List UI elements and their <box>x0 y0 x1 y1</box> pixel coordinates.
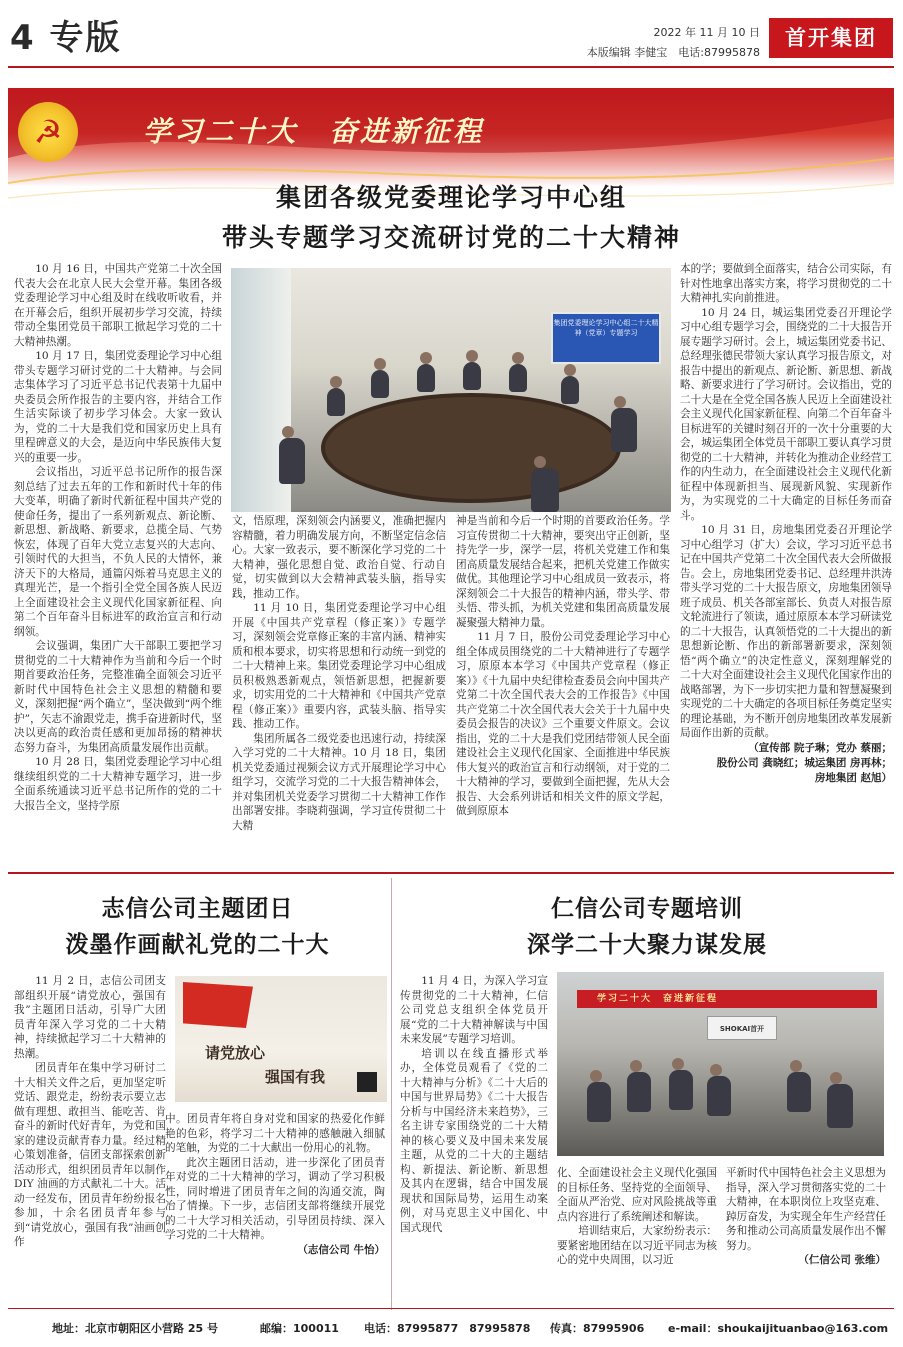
newspaper-masthead: 首开集团 <box>769 18 893 58</box>
photo-attendee <box>787 1072 811 1112</box>
lead-headline-line2: 带头专题学习交流研讨党的二十大精神 <box>221 223 681 252</box>
footer-email: e-mail：shoukaijituanbao@163.com <box>668 1322 889 1335</box>
paragraph: 10 月 16 日，中国共产党第二十次全国代表大会在北京人民大会堂开幕。集团各级党委理论学习中心组及时在线收听收看，并在开幕会后，组织开展初步学习交流，持续带动全集团党员干部职工掀起学习党的二十大精神热潮。 <box>14 263 222 348</box>
paragraph: 10 月 28 日，集团党委理论学习中心组继续组织党的二十大精神专题学习，进一步全面系统通读习近平总书记所作的党的二十大报告全文，坚持学原 <box>14 756 222 812</box>
paragraph: 10 月 17 日，集团党委理论学习中心组带头专题学习研讨党的二十大精神。与会同志集体学习了习近平总书记代表第十九届中央委员会所作报告的主要内容，并结合工作生活实际谈了初步学习体会。大家一致认为，党的二十大是我们党和国家历史上具有里程碑意义的大会，是迈向中华民族伟大复兴的重要一步。 <box>14 350 222 464</box>
zhixin-headline-line1: 志信公司主题团日 <box>101 895 294 922</box>
paragraph: 10 月 31 日，房地集团党委召开理论学习中心组学习（扩大）会议，学习习近平总书记在中国共产党第二十次全国代表大会所做报告。会上，房地集团党委书记、总经理井洪涛带头学习党的二十大报告原文，房地集团领导班子成员、机关各部室部长、负责人对报告原文轮流进行了领读，通过原原本本学习研读党的二十大报告，认真领悟党的二十大提出的新思想新论断、作出的新部署新要求，深刻领悟“两个确立”的决定性意义，深刻理解党的二十大对全面建设社会主义现代化国家作出的战略部署，为下一步切实把力量和智慧凝聚到实现党的二十大确定的各项目标任务奠定坚实的理论基础，为不断开创房地集团改革发展新局面作出新的贡献。 <box>680 524 892 739</box>
photo-attendee <box>561 376 579 404</box>
photo-projection-screen: 集团党委理论学习中心组二十大精神（党章）专题学习 <box>551 312 661 364</box>
renxin-column-3 <box>726 1166 886 1306</box>
footer-rule <box>8 1308 894 1309</box>
photo-conference-table <box>321 393 621 503</box>
paragraph: 中。团员青年将自身对党和国家的热爱化作鲜艳的色彩，将学习二十大精神的感触融入细腻的笔触，为党的二十大献出一份用心的礼物。 <box>165 1113 385 1154</box>
photo-attendee <box>531 468 559 512</box>
painting-calligraphy-2: 强国有我 <box>265 1068 326 1086</box>
paragraph: 文，悟原理，深刻领会内涵要义，准确把握内容精髓，着力明确发展方向，不断坚定信念信心。大家一致表示，要不断深化学习党的二十大精神，强化思想自觉、政治自觉、行动自觉，切实做到以大会精神武装头脑，指导实践，推动工作。 <box>232 515 446 600</box>
header-rule <box>8 66 894 68</box>
paragraph: 团员青年在集中学习研讨二十大相关文件之后，更加坚定听党话、跟党走，纷纷表示要立志做有理想、敢担当、能吃苦、肯奋斗的新时代好青年，为党和国家的建设贡献青春力量。经过精心策划准备，信团支部探索创新活动形式，组织团员青年以制作 DIY 油画的方式献礼二十大。活动一经发布，团员青年纷纷报名参加，十余名团员青年参与到“请党放心，强国有我”油画创作 <box>14 1062 166 1248</box>
banner-slogan: 学习二十大 奋进新征程 <box>143 115 485 148</box>
zhixin-painting-photo <box>175 976 387 1102</box>
zhixin-headline-line2: 泼墨作画献礼党的二十大 <box>65 931 330 958</box>
lead-column-3 <box>456 514 670 854</box>
photo-attendee <box>417 364 435 392</box>
paragraph: 11 月 10 日，集团党委理论学习中心组开展《中国共产党章程（修正案）》专题学习，深刻领会党章修正案的丰富内涵、精神实质和根本要求，切实将思想和行动统一到党的二十大精神上来。集团党委理论学习中心组成员积极熟悉新观点，领悟新思想，把握新要求，切实用党的二十大精神和《中国共产党章程（修正案）》重要内容，武装头脑、指导实践、推动工作。 <box>232 602 446 730</box>
paragraph: 培训以在线直播形式举办，全体党员观看了《党的二十大精神与分析》《二十大后的中国与世界局势》《二十大报告分析与中国经济未来趋势》，三名主讲专家围绕党的二十大精神的核心要义及中国未来发展主题，从党的二十大的主题结构、新提法、新论断、新思想及其内在逻辑，结合中国发展现状和国际局势，运用生动案例，对马克思主义中国化、中国式现代 <box>400 1047 548 1234</box>
editor-info: 本版编辑 李健宝 电话:87995878 <box>586 46 760 59</box>
renxin-column-1 <box>400 974 548 1306</box>
lead-credit-line1: （宣传部 院子琳；党办 蔡丽； <box>748 741 892 754</box>
photo-attendee <box>627 1072 651 1112</box>
painting-seal-icon <box>357 1072 377 1092</box>
renxin-credit: （仁信公司 张维） <box>798 1254 886 1266</box>
zhixin-column-2 <box>165 1112 385 1292</box>
photo-attendee <box>669 1070 693 1110</box>
column-divider <box>391 878 392 1310</box>
paragraph: 11 月 2 日，志信公司团支部组织开展“请党放心，强国有我”主题团日活动，引导广大团员青年深入学习党的二十大精神，持续掀起学习二十大精神的热潮。 <box>14 975 166 1060</box>
section-divider <box>8 872 894 874</box>
party-emblem-icon: ☭ <box>18 102 78 162</box>
lead-column-2 <box>232 514 446 854</box>
paragraph: 10 月 24 日，城运集团党委召开理论学习中心组专题学习会，围绕党的二十大报告开展专题学习研讨。会上，城运集团党委书记、总经理张德民带领大家认真学习报告原文，对报告中提出的新观点、新论断、新思想、新战略、新要求进行了学习研讨。会议指出，党的二十大是在全党全国各族人民迈上全面建设社会主义现代化国家新征程、向第二个百年奋斗目标进军的关键时刻召开的一次十分重要的大会，城运集团全体党员干部职工要认真学习贯彻党的二十大精神，并转化为推动企业经营工作的内生动力，在全面建设社会主义现代化新征程中体现新担当、展现新风貌、实现新作为，为实现党的二十大确定的目标任务而奋斗。 <box>680 306 892 522</box>
photo-attendee <box>707 1076 731 1116</box>
renxin-headline-line1: 仁信公司专题培训 <box>551 895 743 922</box>
photo-attendee <box>279 438 305 484</box>
paragraph: 集团所属各二级党委也迅速行动，持续深入学习党的二十大精神。10 月 18 日，集团机关党委通过视频会议方式开展理论学习中心组学习，交流学习党的二十大报告精神体会，并对集团机关党委学习贯彻二十大精神工作作出部署安排。李晓莉强调，学习宣传贯彻二十大精 <box>232 732 446 832</box>
issue-date: 2022 年 11 月 10 日 <box>653 26 760 39</box>
page-label: 4 专版 <box>10 18 122 58</box>
lead-column-1 <box>14 262 222 852</box>
paragraph: 神是当前和今后一个时期的首要政治任务。学习宣传贯彻二十大精神，要突出守正创新，坚持先学一步，深学一层，将机关党建工作和集团高质量发展结合起来，把机关党建工作做实做优。其他理论学习中心组成员一致表示，将深刻领会二十大报告的精神内涵，带头学、带头悟、带头抓，为机关党建和集团高质量发展凝聚强大精神力量。 <box>456 515 670 629</box>
lead-meeting-photo <box>231 268 671 512</box>
photo-attendee <box>509 364 527 392</box>
paragraph: 平新时代中国特色社会主义思想为指导，深入学习贯彻落实党的二十大精神，在本职岗位上攻坚克难、踔厉奋发，为实现全年生产经营任务和推动公司高质量发展作出不懈努力。 <box>726 1167 886 1252</box>
footer-fax: 传真：87995906 <box>550 1322 645 1335</box>
renxin-column-2 <box>557 1166 717 1306</box>
lead-column-4 <box>680 262 892 862</box>
page-footer <box>8 1312 894 1342</box>
red-flag-painting <box>183 982 253 1028</box>
footer-address: 地址：北京市朝阳区小营路 25 号 <box>52 1322 218 1335</box>
photo-attendee <box>371 370 389 398</box>
paragraph: 11 月 7 日，股份公司党委理论学习中心组全体成员围绕党的二十大精神进行了专题学习，原原本本学习《中国共产党章程（修正案）》《十九届中央纪律检查委员会向中国共产党第二十次全国代表大会的工作报告》《中国共产党第二十次全国代表大会关于十九届中央委员会报告的决议》三个重要文件原文。会议指出，党的二十大是我们党团结带领人民全面建设社会主义现代化国家、全面推进中华民族伟大复兴的政治宣言和行动纲领，对于党的二十大精神的学习，要做到全面把握，先从大会报告、大会系列讲话和相关文件的原文学起，做到原原本 <box>456 631 670 817</box>
photo-attendee <box>827 1084 853 1128</box>
photo-attendee <box>611 408 637 452</box>
lead-credit-line3: 房地集团 赵旭） <box>814 771 892 784</box>
photo-attendee <box>327 388 345 416</box>
page-header <box>0 0 903 82</box>
lead-credit-line2: 股份公司 龚晓红；城运集团 房再林； <box>716 756 892 769</box>
footer-zip: 邮编：100011 <box>260 1322 339 1335</box>
photo-attendee <box>587 1082 611 1122</box>
photo-attendee <box>463 362 481 390</box>
paragraph: 本的学；要做到全面落实，结合公司实际，有针对性地拿出落实方案，将学习贯彻党的二十大精神扎实向前推进。 <box>680 263 892 304</box>
renxin-training-photo <box>557 972 884 1156</box>
painting-calligraphy-1: 请党放心 <box>205 1044 266 1062</box>
paragraph: 会议强调，集团广大干部职工要把学习贯彻党的二十大精神作为当前和今后一个时期首要政治任务，完整准确全面领会习近平新时代中国特色社会主义思想的精髓和要义，深刻把握“两个确立”，坚决做到“两个维护”，矢志不渝跟党走，携手奋进新时代，坚决以更高的政治责任感和更加昂扬的精神状态努力奋斗，为集团高质量发展作出贡献。 <box>14 640 222 754</box>
paragraph: 此次主题团日活动，进一步深化了团员青年对党的二十大精神的学习，调动了学习积极性，同时增进了团员青年之间的沟通交流，陶冶了情操。下一步，志信团支部将继续开展党的二十大学习相关活动，引导团员持续、深入学习党的二十大精神。 <box>165 1156 385 1241</box>
renxin-headline-line2: 深学二十大聚力谋发展 <box>527 931 767 958</box>
photo-red-banner: 学习二十大 奋进新征程 <box>577 990 877 1008</box>
paragraph: 会议指出，习近平总书记所作的报告深刻总结了过去五年的工作和新时代十年的伟大变革，明确了新时代新征程中国共产党的使命任务，提出了一系列新观点、新论断、新思想、新战略、新要求，总揽全局、气势恢宏，体现了百年大党立志复兴的大志向、引领时代的大担当，不负人民的大情怀，兼济天下的大格局，通篇闪烁着马克思主义的真理光芒，是一个指引全党全国各族人民迈上全面建设社会主义现代化国家新征程、向第二个百年奋斗目标进军的政治宣言和行动纲领。 <box>14 466 222 638</box>
zhixin-credit: （志信公司 牛怡） <box>297 1243 385 1256</box>
paragraph: 化、全面建设社会主义现代化强国的目标任务、坚持党的全面领导、全面从严治党、应对风险挑战等重点内容进行了系统阐述和解读。 <box>557 1167 717 1223</box>
paragraph: 11 月 4 日，为深入学习宣传贯彻党的二十大精神，仁信公司党总支组织全体党员开展“党的二十大精神解读与中国未来发展”专题学习培训。 <box>400 975 548 1045</box>
lead-headline-line1: 集团各级党委理论学习中心组 <box>275 183 627 212</box>
footer-phone: 电话：87995877 87995878 <box>364 1322 531 1335</box>
photo-company-screen: SHOKAI首开 <box>707 1016 777 1040</box>
paragraph: 培训结束后，大家纷纷表示：要紧密地团结在以习近平同志为核心的党中央周围，以习近 <box>557 1225 717 1266</box>
zhixin-column-1 <box>14 974 166 1306</box>
